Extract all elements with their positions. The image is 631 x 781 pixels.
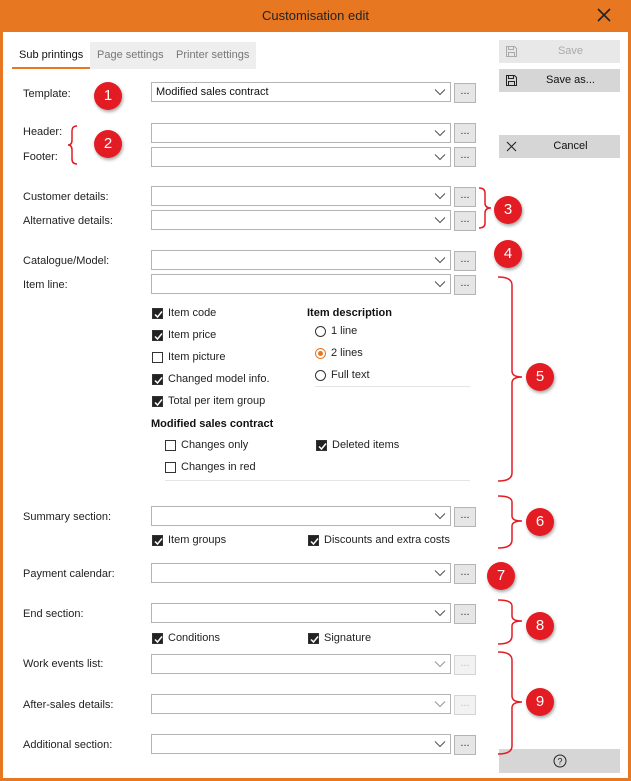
- radio-selected-icon: [315, 348, 326, 359]
- callout-brace-8: [496, 598, 524, 646]
- catalogue-model-select[interactable]: [151, 250, 451, 270]
- radio-icon: [315, 370, 326, 381]
- modified-sales-contract-title: Modified sales contract: [151, 418, 274, 430]
- header-select[interactable]: [151, 123, 451, 143]
- checkbox-checked-icon: [308, 535, 319, 546]
- window-title: Customisation edit: [262, 8, 369, 23]
- payment-calendar-select[interactable]: [151, 563, 451, 583]
- floppy-disk-icon: [505, 74, 518, 87]
- alternative-details-browse-button[interactable]: ...: [454, 211, 476, 231]
- checkbox-checked-icon: [152, 374, 163, 385]
- summary-section-select[interactable]: [151, 506, 451, 526]
- template-browse-button[interactable]: ...: [454, 83, 476, 103]
- checkbox-checked-icon: [308, 633, 319, 644]
- work-events-list-label: Work events list:: [23, 658, 104, 670]
- close-icon: [505, 140, 518, 153]
- help-icon: [553, 754, 567, 768]
- callout-badge-1: 1: [94, 82, 122, 110]
- checkbox-unchecked-icon: [152, 352, 163, 363]
- checkbox-checked-icon: [316, 440, 327, 451]
- summary-section-browse-button[interactable]: ...: [454, 507, 476, 527]
- catalogue-model-label: Catalogue/Model:: [23, 255, 110, 267]
- callout-badge-2: 2: [94, 130, 122, 158]
- svg-text:?: ?: [557, 756, 563, 767]
- close-icon[interactable]: [595, 6, 613, 24]
- save-button[interactable]: Save: [499, 40, 620, 63]
- additional-section-label: Additional section:: [23, 739, 113, 751]
- catalogue-model-browse-button[interactable]: ...: [454, 251, 476, 271]
- item-line-browse-button[interactable]: ...: [454, 275, 476, 295]
- tab-page-settings[interactable]: Page settings: [90, 42, 171, 69]
- chevron-down-icon: [434, 510, 446, 522]
- alternative-details-label: Alternative details:: [23, 215, 113, 227]
- chevron-down-icon: [434, 278, 446, 290]
- after-sales-details-browse-button[interactable]: ...: [454, 695, 476, 715]
- after-sales-details-label: After-sales details:: [23, 699, 114, 711]
- item-line-select[interactable]: [151, 274, 451, 294]
- payment-calendar-browse-button[interactable]: ...: [454, 564, 476, 584]
- callout-badge-9: 9: [526, 688, 554, 716]
- chevron-down-icon: [434, 190, 446, 202]
- chevron-down-icon: [434, 698, 446, 710]
- customer-details-label: Customer details:: [23, 191, 109, 203]
- dialog-content: Sub printings Page settings Printer settings Template: Modified sales contract ... Header: ... Footer: ... Customer details: ... Alternative details: ... Catalogue/Model: ... Item line: ... Item code Item price Item picture Changed model info. Total per item group Item description 1 line 2 lines Full text Modified sales contract Changes only Deleted items Changes in red Summary section: ... Item groups Discounts and extra costs Payment calendar: ... End section: ... Conditions Signature Work events list: ... After-sales details: ... Additional section: ... Save Save as... Cancel ? 1 2 3 4 5 6 7 8 9: [3, 32, 628, 778]
- customer-details-select[interactable]: [151, 186, 451, 206]
- chevron-down-icon: [434, 151, 446, 163]
- callout-brace-2: [67, 124, 83, 166]
- template-value: Modified sales contract: [156, 86, 269, 98]
- additional-section-select[interactable]: [151, 734, 451, 754]
- item-line-label: Item line:: [23, 279, 68, 291]
- summary-section-label: Summary section:: [23, 511, 112, 523]
- template-select[interactable]: [151, 82, 451, 102]
- callout-badge-3: 3: [494, 196, 522, 224]
- callout-brace-5: [496, 275, 524, 483]
- chevron-down-icon: [434, 607, 446, 619]
- tab-sub-printings[interactable]: Sub printings: [12, 42, 90, 69]
- modified-contract-divider: [165, 480, 470, 481]
- callout-badge-6: 6: [526, 508, 554, 536]
- title-bar: [0, 0, 631, 32]
- floppy-disk-icon: [505, 45, 518, 58]
- template-label: Template:: [23, 88, 71, 100]
- tab-printer-settings[interactable]: Printer settings: [169, 42, 256, 69]
- checkbox-checked-icon: [152, 535, 163, 546]
- item-description-title: Item description: [307, 307, 392, 319]
- item-description-divider: [315, 386, 470, 387]
- chevron-down-icon: [434, 127, 446, 139]
- header-browse-button[interactable]: ...: [454, 123, 476, 143]
- footer-browse-button[interactable]: ...: [454, 147, 476, 167]
- checkbox-unchecked-icon: [165, 462, 176, 473]
- cancel-button[interactable]: Cancel: [499, 135, 620, 158]
- checkbox-unchecked-icon: [165, 440, 176, 451]
- callout-badge-7: 7: [487, 562, 515, 590]
- chevron-down-icon: [434, 658, 446, 670]
- callout-brace-9: [496, 650, 524, 756]
- after-sales-details-select[interactable]: [151, 694, 451, 714]
- end-section-browse-button[interactable]: ...: [454, 604, 476, 624]
- checkbox-checked-icon: [152, 308, 163, 319]
- checkbox-checked-icon: [152, 330, 163, 341]
- radio-icon: [315, 326, 326, 337]
- chevron-down-icon: [434, 254, 446, 266]
- callout-badge-4: 4: [494, 240, 522, 268]
- end-section-label: End section:: [23, 608, 84, 620]
- payment-calendar-label: Payment calendar:: [23, 568, 115, 580]
- alternative-details-select[interactable]: [151, 210, 451, 230]
- footer-label: Footer:: [23, 151, 58, 163]
- chevron-down-icon: [434, 738, 446, 750]
- callout-brace-3: [477, 186, 493, 230]
- chevron-down-icon: [434, 86, 446, 98]
- callout-brace-6: [496, 494, 524, 550]
- header-label: Header:: [23, 126, 63, 138]
- chevron-down-icon: [434, 567, 446, 579]
- work-events-list-select[interactable]: [151, 654, 451, 674]
- checkbox-checked-icon: [152, 633, 163, 644]
- end-section-select[interactable]: [151, 603, 451, 623]
- chevron-down-icon: [434, 214, 446, 226]
- work-events-list-browse-button[interactable]: ...: [454, 655, 476, 675]
- save-as-button[interactable]: Save as...: [499, 69, 620, 92]
- additional-section-browse-button[interactable]: ...: [454, 735, 476, 755]
- checkbox-checked-icon: [152, 396, 163, 407]
- callout-badge-5: 5: [526, 363, 554, 391]
- callout-badge-8: 8: [526, 612, 554, 640]
- customer-details-browse-button[interactable]: ...: [454, 187, 476, 207]
- footer-select[interactable]: [151, 147, 451, 167]
